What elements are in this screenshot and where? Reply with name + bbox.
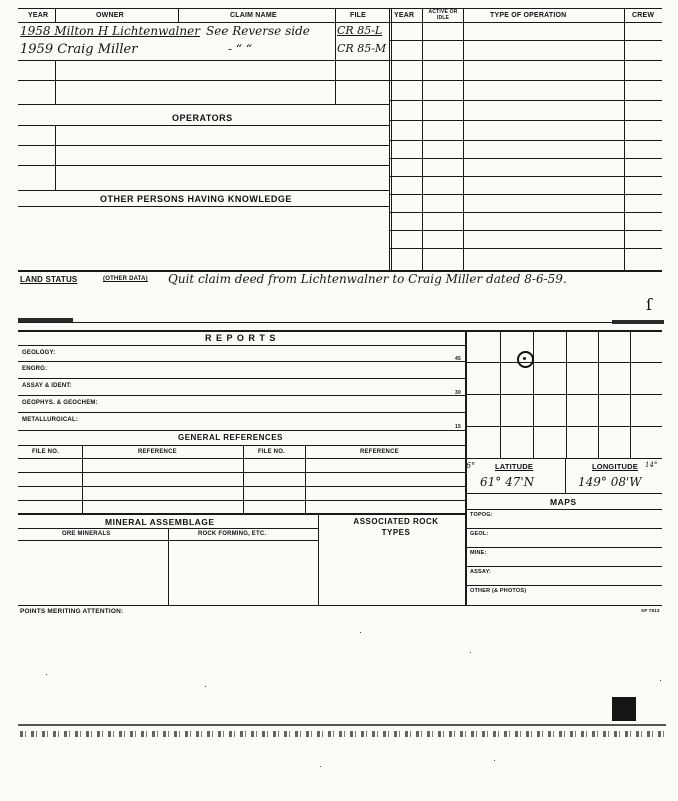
row-line (18, 445, 465, 446)
row-line (18, 145, 389, 146)
row-line (18, 190, 389, 191)
row-line (389, 176, 662, 177)
row-line (18, 500, 465, 501)
row-line (18, 472, 465, 473)
scan-speck (205, 686, 206, 687)
divider-mark (612, 320, 664, 324)
scan-speck (46, 674, 47, 675)
owner-entry-1959: 1959 Craig Miller (20, 42, 138, 57)
longitude-value: 149° 08'W (578, 475, 642, 489)
row-line (389, 120, 662, 121)
file-entry-1958: CR 85-L (337, 24, 383, 37)
other-persons-heading: OTHER PERSONS HAVING KNOWLEDGE (100, 194, 292, 204)
row-line (465, 585, 662, 586)
row-line (18, 378, 465, 379)
latitude-label: LATITUDE (495, 462, 534, 471)
row-line (389, 158, 662, 159)
report-engrg: ENGRG: (22, 366, 48, 372)
report-number-15: 15 (455, 424, 461, 430)
report-geophys: GEOPHYS. & GEOCHEM: (22, 400, 98, 406)
scan-speck (320, 766, 321, 767)
bottom-rule (18, 605, 662, 606)
col-divider (82, 445, 83, 513)
scan-speck (494, 760, 495, 761)
row-line (389, 248, 662, 249)
claim-entry-1958: See Reverse side (206, 24, 310, 38)
maps-geol: GEOL: (470, 531, 489, 537)
land-status-note: Quit claim deed from Lichtenwalner to Craig Miller dated 8-6-59. (168, 272, 567, 286)
scan-speck (470, 652, 471, 653)
land-status-label: LAND STATUS (20, 275, 78, 284)
location-dot (523, 357, 526, 360)
general-references-heading: GENERAL REFERENCES (178, 433, 283, 442)
row-line (18, 60, 389, 61)
header-type-of-operation: TYPE OF OPERATION (490, 12, 567, 19)
claim-entry-1959: - “ “ (228, 42, 252, 56)
scan-noise-band (20, 731, 665, 737)
latitude-prefix: 6° (466, 461, 476, 470)
row-line (389, 212, 662, 213)
scan-speck (360, 632, 361, 633)
row-line (389, 40, 662, 41)
col-divider (55, 125, 56, 190)
scan-edge-line (18, 724, 666, 726)
maps-topog: TOPOG: (470, 512, 493, 518)
reports-heading: R E P O R T S (205, 333, 277, 343)
col-divider (335, 8, 336, 104)
header-active-idle: ACTIVE OR IDLE (428, 9, 458, 21)
row-line (389, 100, 662, 101)
land-status-sublabel: (OTHER DATA) (103, 276, 148, 282)
row-line (389, 80, 662, 81)
col-divider (178, 8, 179, 22)
report-metallurgical: METALLURGICAL: (22, 417, 79, 423)
form-number: SP 7813 (641, 608, 660, 613)
header-file: FILE (350, 12, 366, 19)
report-number-45: 45 (455, 356, 461, 362)
points-meriting-attention-label: POINTS MERITING ATTENTION: (20, 608, 124, 615)
row-line (18, 165, 389, 166)
row-line (389, 194, 662, 195)
col-divider (565, 458, 566, 493)
ore-minerals-header: ORE MINERALS (62, 531, 111, 537)
scan-speck (660, 680, 661, 681)
maps-mine: MINE: (470, 550, 487, 556)
row-line (18, 486, 465, 487)
handwritten-mark: ſ (646, 295, 652, 314)
operators-heading: OPERATORS (172, 113, 233, 123)
col-divider (305, 445, 306, 513)
row-line (18, 395, 465, 396)
section-rule (18, 322, 662, 323)
row-line (18, 361, 465, 362)
latitude-value: 61° 47'N (480, 475, 535, 489)
header-owner: OWNER (96, 12, 124, 19)
header-rule (18, 22, 662, 23)
ref-header-file-no-2: FILE NO. (258, 449, 285, 455)
col-divider (243, 445, 244, 513)
top-border (18, 8, 662, 9)
rock-forming-header: ROCK FORMING, ETC. (198, 531, 267, 537)
col-divider (168, 528, 169, 605)
report-assay: ASSAY & IDENT: (22, 383, 72, 389)
row-line (18, 206, 389, 207)
grid-line (465, 394, 662, 395)
col-divider (318, 513, 319, 605)
row-line (389, 60, 662, 61)
row-line (389, 140, 662, 141)
col-divider (55, 60, 56, 104)
header-claim-name: CLAIM NAME (230, 12, 277, 19)
scan-blot (612, 697, 636, 721)
ref-header-file-no: FILE NO. (32, 449, 59, 455)
maps-assay: ASSAY: (470, 569, 492, 575)
row-line (465, 493, 662, 494)
header-year: YEAR (28, 12, 49, 19)
header-crew: CREW (632, 12, 655, 19)
row-line (18, 412, 465, 413)
header-year-2: YEAR (394, 12, 415, 19)
report-number-30: 30 (455, 390, 461, 396)
row-line (465, 509, 662, 510)
row-line (465, 566, 662, 567)
row-line (465, 528, 662, 529)
row-line (18, 125, 389, 126)
mineral-assemblage-heading: MINERAL ASSEMBLAGE (105, 517, 215, 527)
row-line (18, 430, 465, 431)
longitude-suffix: 14° (645, 461, 658, 469)
col-divider (55, 8, 56, 22)
owner-entry-1958: 1958 Milton H Lichtenwalner (20, 24, 200, 38)
maps-heading: MAPS (550, 497, 577, 507)
grid-line (465, 458, 662, 459)
row-line (18, 513, 465, 515)
row-line (18, 345, 465, 346)
file-entry-1959: CR 85-M (337, 42, 387, 55)
row-line (18, 104, 389, 105)
grid-line (465, 426, 662, 427)
row-line (389, 230, 662, 231)
row-line (465, 547, 662, 548)
associated-rock-types-heading: ASSOCIATED ROCK TYPES (353, 517, 439, 537)
maps-other: OTHER (& PHOTOS) (470, 588, 527, 594)
report-geology: GEOLOGY: (22, 350, 56, 356)
longitude-label: LONGITUDE (592, 462, 638, 471)
row-line (18, 80, 389, 81)
ref-header-reference: REFERENCE (138, 449, 177, 455)
ref-header-reference-2: REFERENCE (360, 449, 399, 455)
row-line (18, 458, 465, 459)
grid-line (465, 362, 662, 363)
